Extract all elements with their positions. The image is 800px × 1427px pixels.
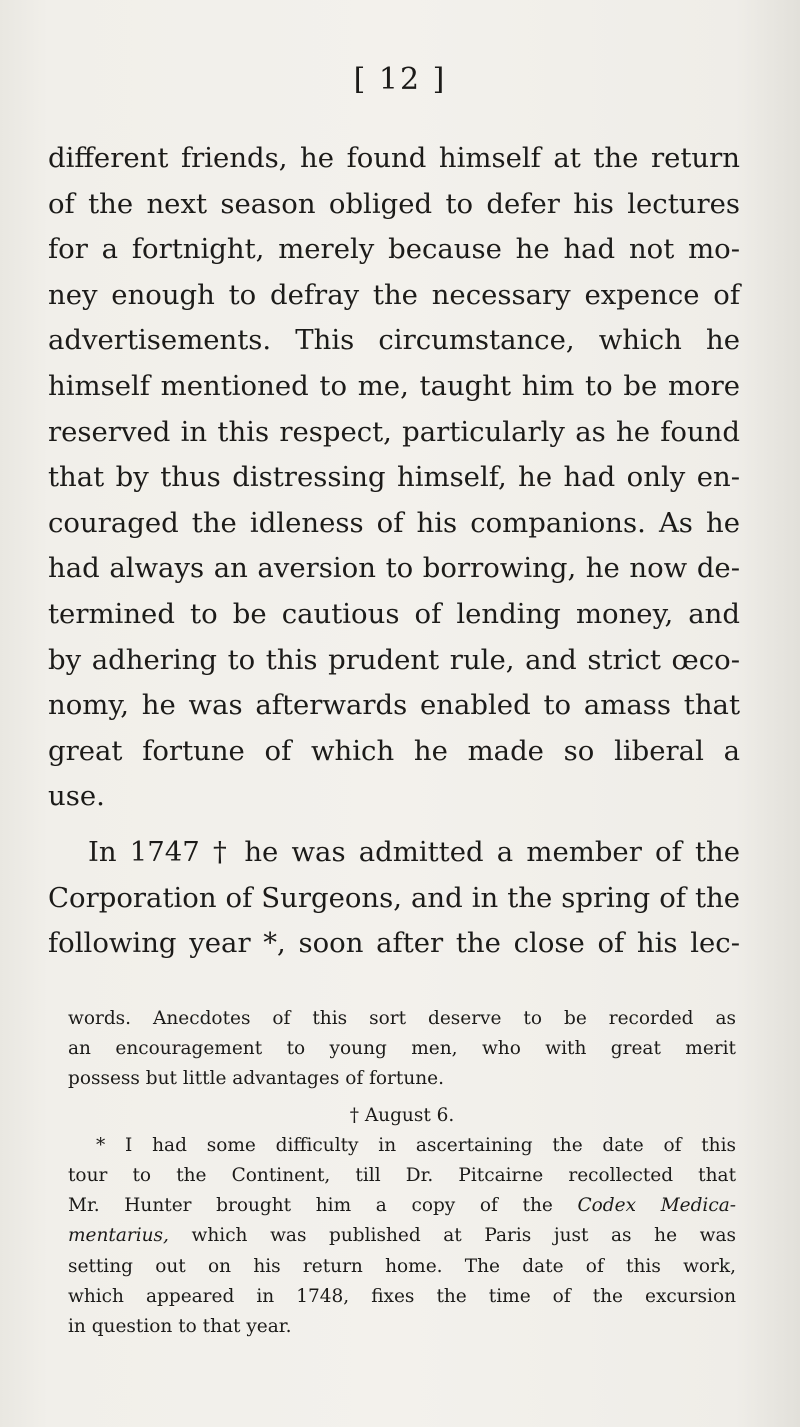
text-line: following year *, soon after the close of his lec- [48,927,740,960]
text-line: advertisements. This circumstance, which he [48,324,740,357]
footnote-line: in question to that year. [68,1315,292,1337]
book-title-italic: Codex Medica- [577,1195,736,1217]
text-line: by adhering to this prudent rule, and strict œco- [48,643,740,676]
footnote-line: which appeared in 1748, fixes the time of the excursion [68,1285,736,1307]
footnote-line: * I had some difficulty in ascertaining the date of this [96,1134,736,1156]
text-line: reserved in this respect, particularly as he found [48,415,740,448]
text-line: Corporation of Surgeons, and in the spring of the [48,881,740,914]
text-line: different friends, he found himself at the return [48,142,740,174]
text-line: had always an aversion to borrowing, he now de- [48,552,740,585]
text-line: himself mentioned to me, taught him to be more [48,369,740,402]
footnotes [68,1004,736,1342]
text-line: that by thus distressing himself, he had only en- [48,461,740,494]
text-line: In 1747 † he was admitted a member of the [88,835,740,868]
text-line: couraged the idleness of his companions. As he [48,506,740,539]
text-line: nomy, he was afterwards enabled to amass that [48,689,740,722]
footnote-line [68,1221,736,1251]
footnote-line [68,1191,736,1221]
footnote-line: setting out on his return home. The date of this work, [68,1255,736,1277]
footnote-line: tour to the Continent, till Dr. Pitcairne recollected that [68,1164,736,1186]
footnote-line: possess but little advantages of fortune. [68,1068,444,1090]
paragraph-gap [48,820,740,830]
dagger-footnote: † August 6. [349,1104,455,1126]
text-line: use. [48,780,105,813]
text-line: ney enough to defray the necessary expence of [48,278,740,311]
text-line: great fortune of which he made so liberal a [48,734,740,767]
main-text [48,136,740,967]
text-line: for a fortnight, merely because he had not mo- [48,233,740,266]
text-line: of the next season obliged to defer his lectures [48,187,740,220]
page-number: [ 12 ] [353,62,447,97]
footnote-line: an encouragement to young men, who with great merit [68,1038,736,1060]
footnote-text: Mr. Hunter brought him a copy of the [68,1195,578,1217]
footnote-line: words. Anecdotes of this sort deserve to be recorded as [68,1008,736,1029]
footnote-text: which was published at Paris just as he was [168,1225,736,1247]
text-line: termined to be cautious of lending money, and [48,597,740,630]
book-title-italic: mentarius, [68,1225,169,1247]
